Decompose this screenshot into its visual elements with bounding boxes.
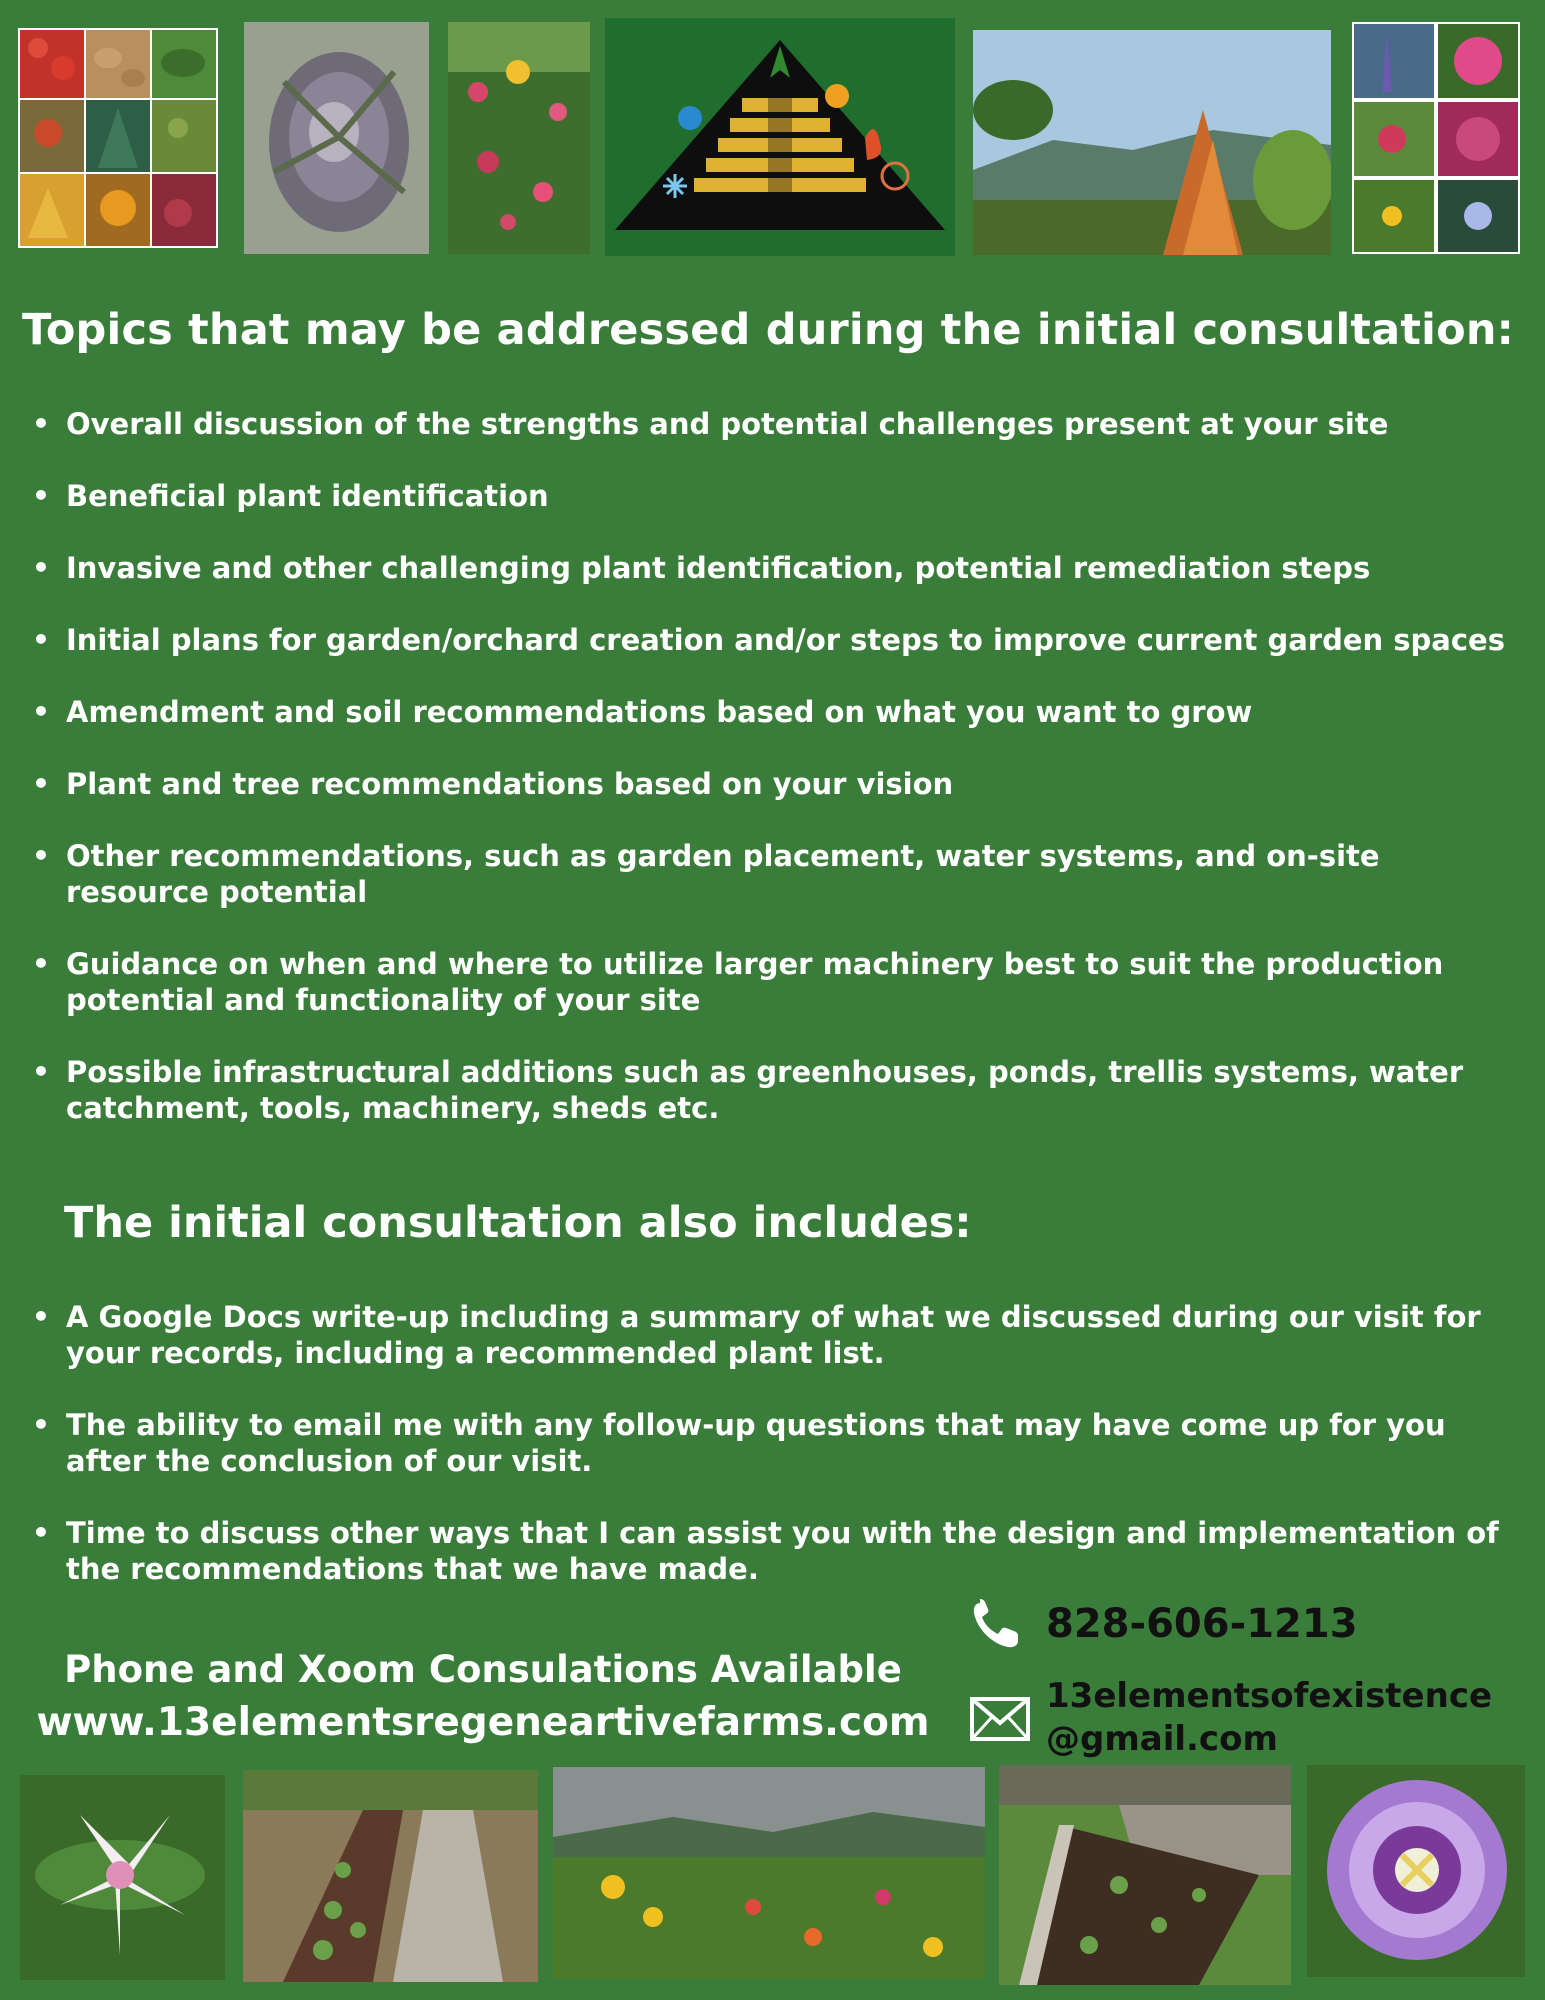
email-user: 13elementsofexistence — [1046, 1676, 1493, 1716]
flower-garden-image — [448, 22, 590, 254]
topics-heading: Topics that may be addressed during the initial consultation: — [22, 305, 1515, 355]
mountain-landscape-image — [973, 30, 1331, 255]
website-link[interactable]: www.13elementsregeneartivefarms.com — [36, 1700, 930, 1745]
produce-collage-image — [18, 28, 218, 248]
list-item: • Beneficial plant identification — [30, 478, 1520, 514]
list-item: • Guidance on when and where to utilize larger machinery best to suit the production potential and functionality of your site — [30, 946, 1520, 1018]
list-item: • A Google Docs write-up including a summary of what we discussed during our visit for your records, including a recommended plant list. — [30, 1299, 1520, 1371]
list-item: • Amendment and soil recommendations based on what you want to grow — [30, 694, 1520, 730]
phone-icon — [970, 1599, 1024, 1651]
list-item: • Time to discuss other ways that I can assist you with the design and implementation of the recommendations that we have made. — [30, 1515, 1520, 1587]
logo — [605, 18, 955, 256]
list-item: • Initial plans for garden/orchard creation and/or steps to improve current garden spaces — [30, 622, 1520, 658]
list-item: • The ability to email me with any follow-up questions that may have come up for you after the conclusion of our visit. — [30, 1407, 1520, 1479]
passion-flower-image — [1307, 1765, 1525, 1977]
footer-info — [18, 1645, 948, 1751]
flower-collage-image — [1352, 22, 1520, 254]
list-item: • Overall discussion of the strengths and potential challenges present at your site — [30, 406, 1520, 442]
vegetable-beds-image — [243, 1770, 538, 1982]
consultation-availability: Phone and Xoom Consulations Available — [64, 1648, 902, 1691]
includes-list — [30, 1299, 1520, 1623]
envelope-icon — [970, 1697, 1030, 1741]
list-item: • Other recommendations, such as garden placement, water systems, and on-site resource potential — [30, 838, 1520, 910]
email-address[interactable] — [1046, 1675, 1492, 1761]
phone-number[interactable]: 828-606-1213 — [1046, 1601, 1358, 1647]
list-item: • Invasive and other challenging plant identification, potential remediation steps — [30, 550, 1520, 586]
email-domain: @gmail.com — [1046, 1719, 1278, 1759]
phone-row — [970, 1595, 1530, 1655]
white-pink-flower-image — [20, 1775, 225, 1980]
stone-raised-bed-image — [999, 1765, 1291, 1985]
list-item: • Possible infrastructural additions such as greenhouses, ponds, trellis systems, water catchment, tools, machinery, sheds etc. — [30, 1054, 1520, 1126]
topics-list — [30, 406, 1520, 1162]
email-row — [970, 1675, 1530, 1775]
cannabis-bud-image — [244, 22, 429, 254]
list-item: • Plant and tree recommendations based on your vision — [30, 766, 1520, 802]
sunflower-field-image — [553, 1767, 985, 1979]
includes-heading: The initial consultation also includes: — [64, 1198, 972, 1248]
